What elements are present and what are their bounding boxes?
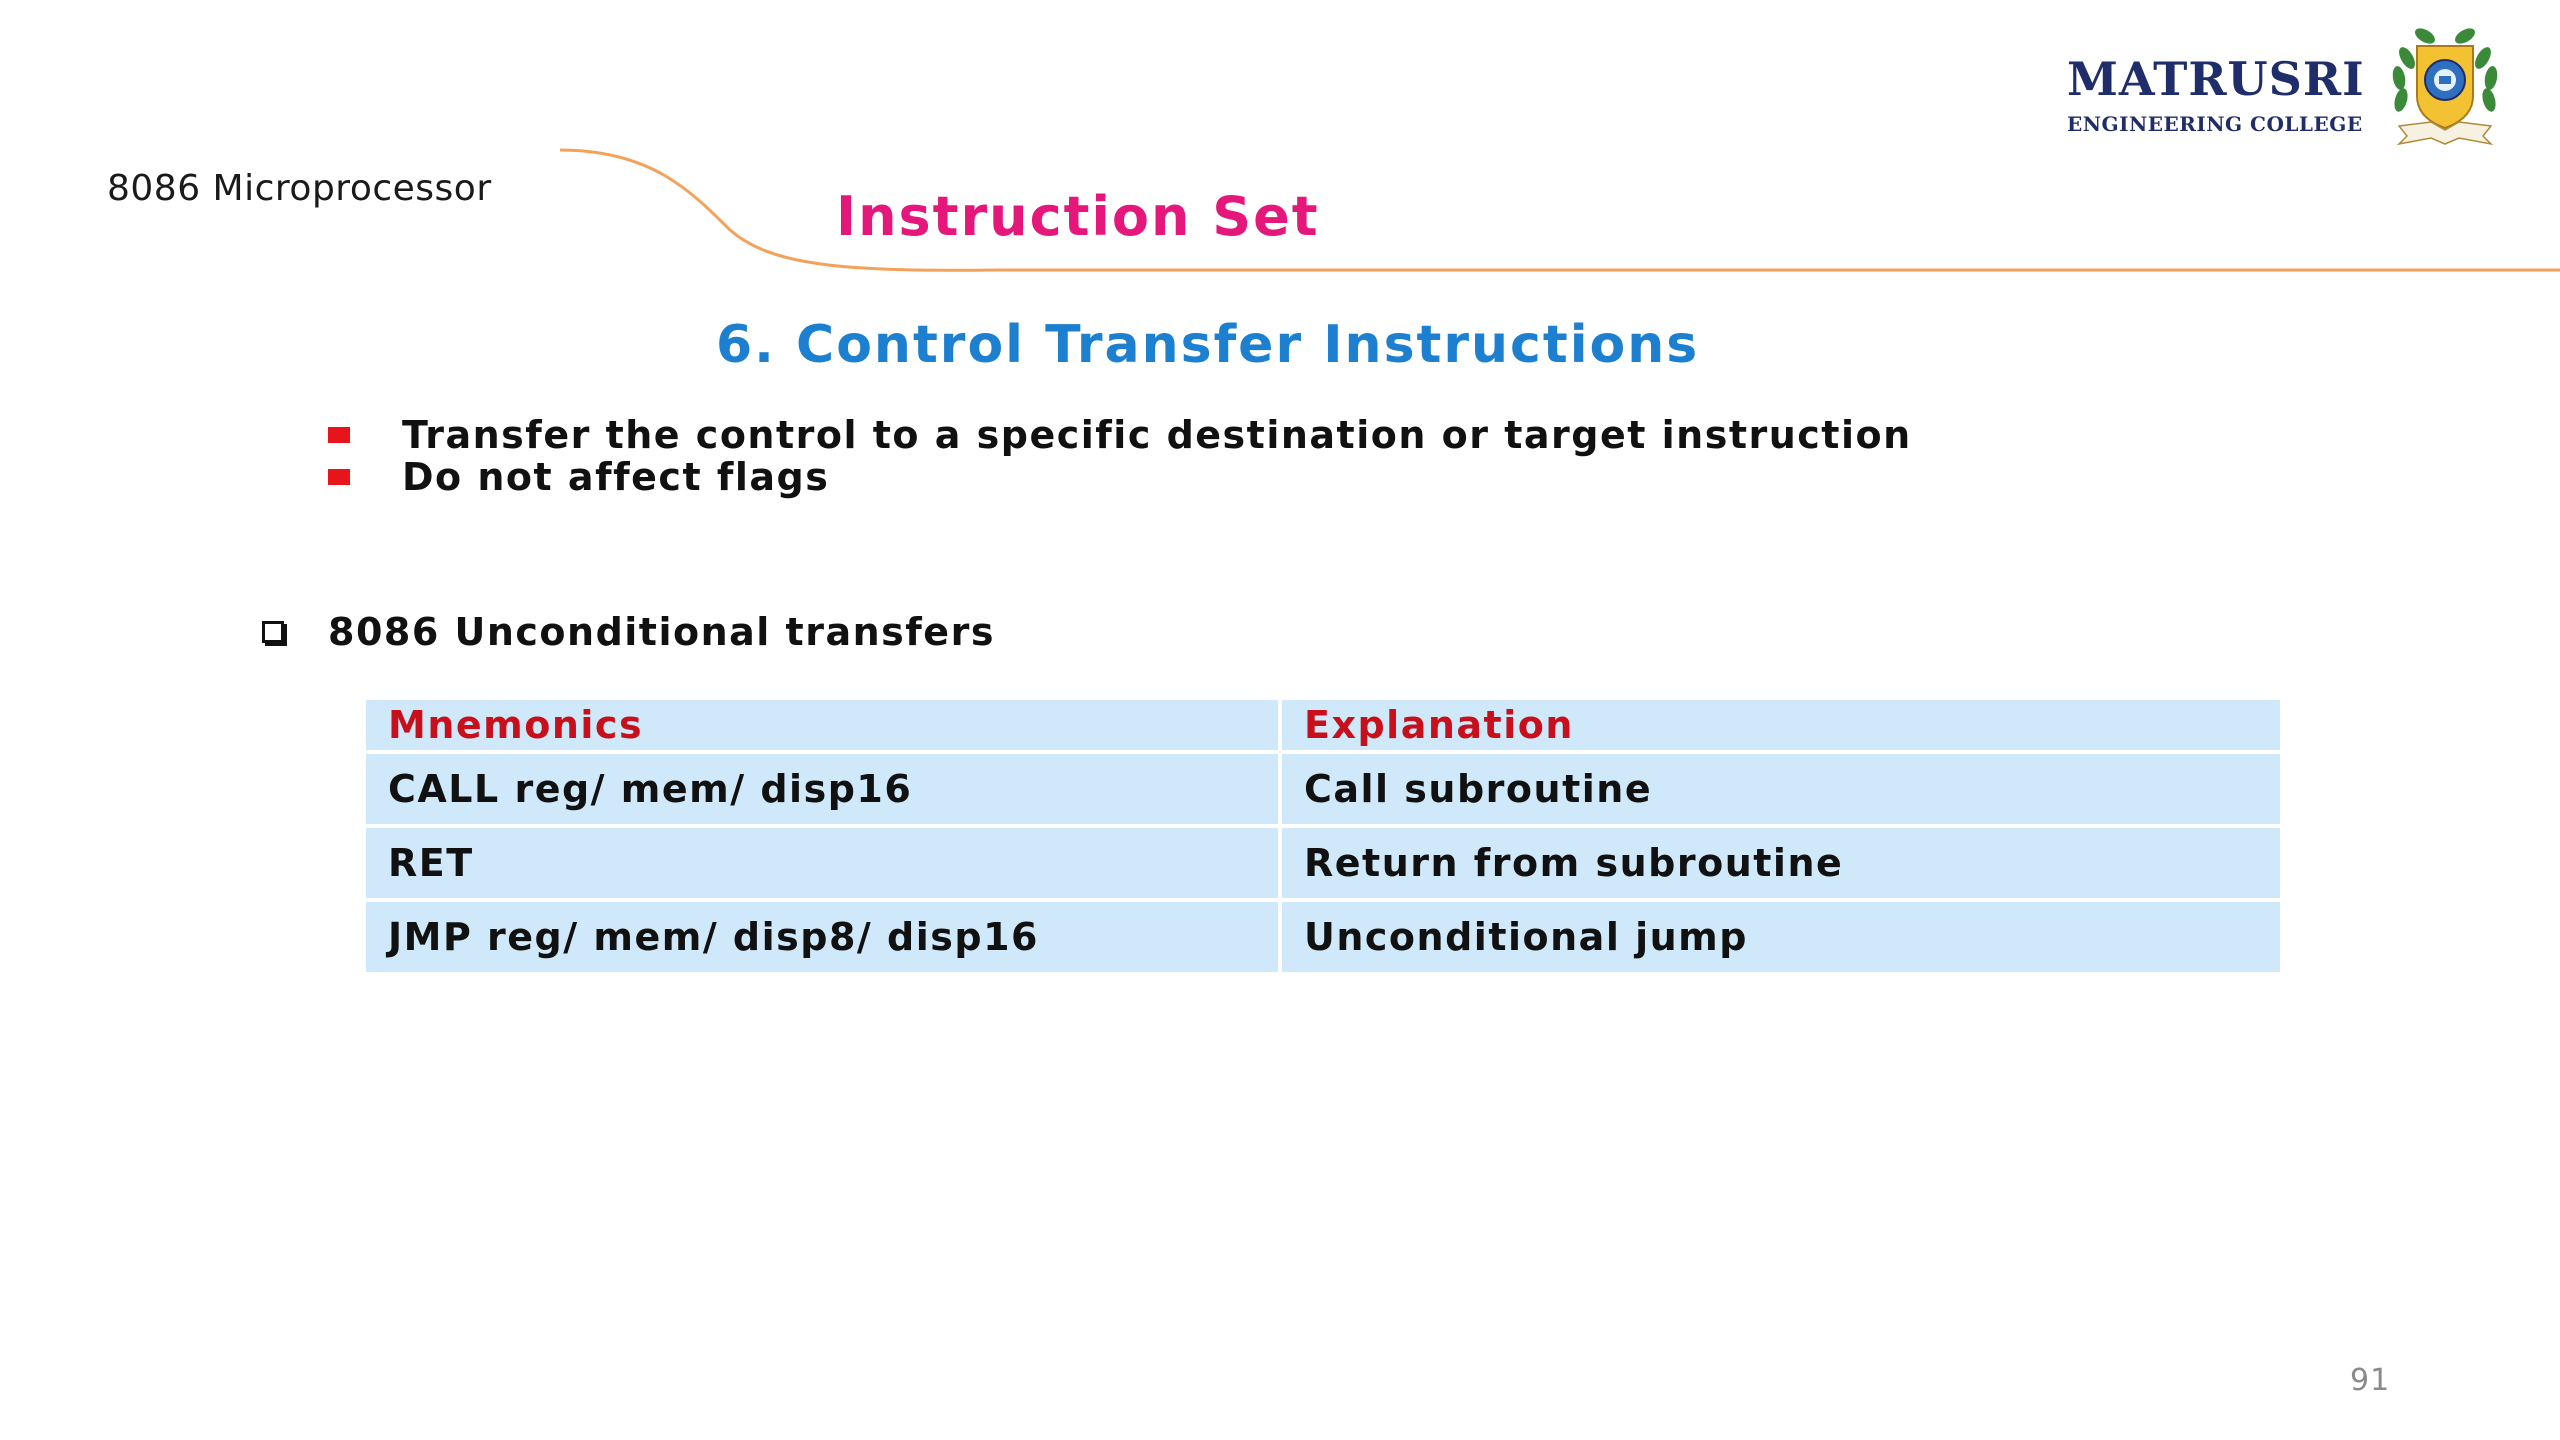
college-logo-name: MATRUSRI — [2067, 52, 2365, 106]
section-heading: 6. Control Transfer Instructions — [716, 315, 1700, 375]
subheading-text: 8086 Unconditional transfers — [328, 610, 995, 654]
bullet-item — [328, 414, 1912, 456]
mnemonic-cell: CALL reg/ mem/ disp16 — [366, 754, 1278, 824]
explanation-cell: Call subroutine — [1282, 754, 2280, 824]
college-logo-subtitle: ENGINEERING COLLEGE — [2067, 112, 2363, 136]
header-swoosh-line — [0, 0, 2560, 300]
explanation-cell: Return from subroutine — [1282, 828, 2280, 898]
header-explanation: Explanation — [1282, 700, 2280, 750]
course-subject: 8086 Microprocessor — [107, 168, 492, 209]
table-row — [366, 828, 2280, 898]
page-number: 91 — [2350, 1363, 2391, 1398]
checkbox-bullet-icon — [262, 621, 284, 643]
bullet-list — [328, 414, 1912, 498]
mnemonic-cell: RET — [366, 828, 1278, 898]
red-square-bullet-icon — [328, 427, 350, 443]
mnemonic-cell: JMP reg/ mem/ disp8/ disp16 — [366, 902, 1278, 972]
bullet-text: Transfer the control to a specific destination or target instruction — [402, 413, 1912, 457]
red-square-bullet-icon — [328, 469, 350, 485]
bullet-item — [328, 456, 1912, 498]
table-header-row — [366, 700, 2280, 750]
slide-title: Instruction Set — [836, 185, 1320, 248]
table-row — [366, 902, 2280, 972]
table-row — [366, 754, 2280, 824]
instruction-table — [362, 696, 2284, 976]
bullet-text: Do not affect flags — [402, 455, 830, 499]
unconditional-transfers-heading — [262, 610, 995, 654]
college-emblem-icon — [2385, 18, 2505, 148]
header-mnemonics: Mnemonics — [366, 700, 1278, 750]
explanation-cell: Unconditional jump — [1282, 902, 2280, 972]
